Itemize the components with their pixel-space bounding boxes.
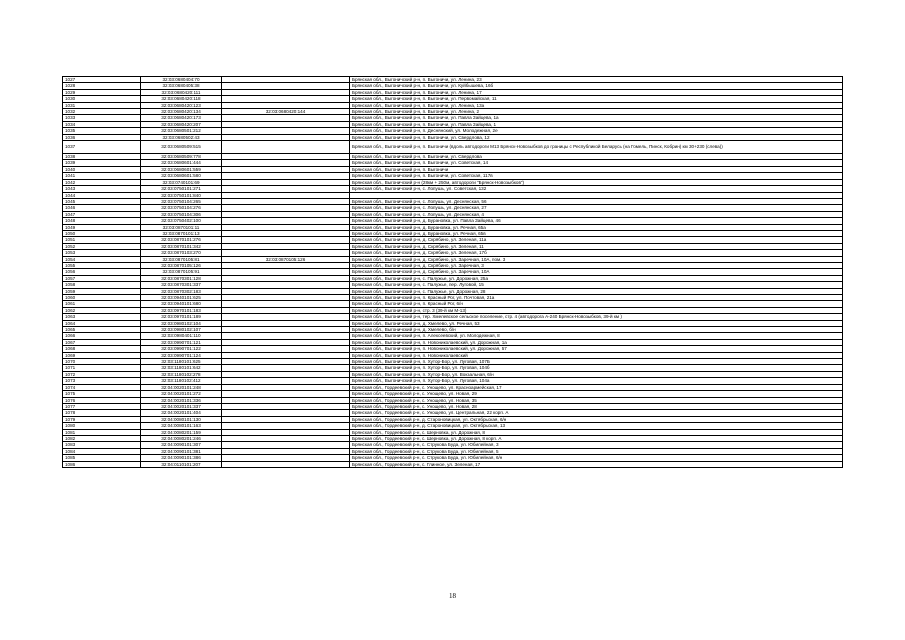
address-cell: Брянская обл., Выгоничский р-н, п. Выгоничи, ул. Ленина, 23	[350, 77, 843, 83]
address-cell: Брянская обл., Выгоничский р-н, п. Выгоничи, ул. Куйбышева, 16б	[350, 83, 843, 89]
cadastral-number-cell: 32:03:0680420:111	[141, 89, 222, 95]
cadastral-number-cell: 32:03:0980401:110	[141, 333, 222, 339]
row-number-cell: 1077	[63, 403, 141, 409]
page-number: 18	[449, 592, 456, 600]
row-number-cell: 1078	[63, 410, 141, 416]
cadastral-number-cell: 32:03:0680420:118	[141, 96, 222, 102]
cadastral-number-cell: 32:03:0870301:337	[141, 282, 222, 288]
row-number-cell: 1058	[63, 282, 141, 288]
address-cell: Брянская обл., Гордеевский р-н, с. Шерновка, ул. Дорожная, 8	[350, 429, 843, 435]
address-cell: Брянская обл., Выгоничский р-н (28км + 250м, автодороги "Брянск-Новозыбков")	[350, 179, 843, 185]
cadastral-number-cell: 32:03:0990701:124	[141, 352, 222, 358]
cadastral-number-cell: 32:03:0870101:11	[141, 224, 222, 230]
cadastral-number-cell: 32:03:0940101:680	[141, 301, 222, 307]
row-number-cell: 1065	[63, 327, 141, 333]
address-cell: Брянская обл., Выгоничский р-н, п. Деснянский, ул. Молодежная, 2е	[350, 128, 843, 134]
row-number-cell: 1036	[63, 134, 141, 140]
address-cell: Брянская обл., Выгоничский р-н, д. Бурановка, ул. Павла Зайцева, 46	[350, 218, 843, 224]
row-number-cell: 1061	[63, 301, 141, 307]
cadastral-number-cell: 32:03:0680509:515	[141, 141, 222, 154]
row-number-cell: 1079	[63, 416, 141, 422]
row-number-cell: 1046	[63, 205, 141, 211]
row-number-cell: 1073	[63, 378, 141, 384]
cadastral-number-cell: 32:03:0750104:276	[141, 205, 222, 211]
cadastral-number-cell: 32:04:0110101:207	[141, 461, 222, 467]
address-cell: Брянская обл., Выгоничский р-н, п. Хутор-Бор, ул. Луговая, 107Б	[350, 359, 843, 365]
row-number-cell: 1081	[63, 429, 141, 435]
cadastral-number-cell: 32:04:0090101:386	[141, 455, 222, 461]
address-cell: Брянская обл., Гордеевский р-н, с. Унощево, ул. Новая, 29	[350, 391, 843, 397]
row-number-cell: 1067	[63, 339, 141, 345]
address-cell: Брянская обл., Выгоничский р-н, п. Выгоничи, ул. Ленина, 13а	[350, 102, 843, 108]
address-cell: Брянская обл., Выгоничский р-н, д. Скрябино, ул. Заречная, 10А	[350, 269, 843, 275]
address-cell: Брянская обл., Выгоничский р-н, с. Лопушь, ул. Деснянская, 4	[350, 211, 843, 217]
cadastral-number-cell: 32:03:0990701:121	[141, 339, 222, 345]
cadastral-number-cell: 32:04:0090101:381	[141, 448, 222, 454]
row-number-cell: 1082	[63, 435, 141, 441]
row-number-cell: 1035	[63, 128, 141, 134]
table-row	[63, 461, 843, 467]
address-cell: Брянская обл., Выгоничский р-н, п. Выгоничи, ул. Свердлова	[350, 154, 843, 160]
row-number-cell: 1039	[63, 160, 141, 166]
row-number-cell: 1086	[63, 461, 141, 467]
row-number-cell: 1030	[63, 96, 141, 102]
cadastral-number-cell: 32:04:0080101:163	[141, 423, 222, 429]
row-number-cell: 1048	[63, 218, 141, 224]
row-number-cell: 1029	[63, 89, 141, 95]
address-cell: Брянская обл., Гордеевский р-н, с. Унощево, ул. Красноармейская, 17	[350, 384, 843, 390]
cadastral-number-cell: 32:03:0680509:778	[141, 154, 222, 160]
address-cell: Брянская обл., Выгоничский р-н, д. Хмелево, ул. Речная, 53	[350, 320, 843, 326]
address-cell: Брянская обл., Выгоничский р-н, п. Выгоничи (вдоль автодороги М13 Брянск-Новозыбков до границы с Республикой Беларусь (на Гомель, Пинск, Кобрин) км 30+230 (слева))	[350, 141, 843, 154]
cadastral-number-cell: 32:03:0740101:69	[141, 179, 222, 185]
cadastral-number-cell: 32:04:0080201:159	[141, 429, 222, 435]
row-number-cell: 1047	[63, 211, 141, 217]
row-number-cell: 1074	[63, 384, 141, 390]
row-number-cell: 1028	[63, 83, 141, 89]
row-number-cell: 1033	[63, 115, 141, 121]
address-cell: Брянская обл., Выгоничский р-н, п. Выгоничи, ул. Первомайская, 11	[350, 96, 843, 102]
cadastral-number-cell: 32:04:0080101:130	[141, 416, 222, 422]
cadastral-number-cell: 32:03:1180102:278	[141, 371, 222, 377]
cadastral-number-cell: 32:03:0680420:207	[141, 121, 222, 127]
cadastral-number-cell: 32:03:0750101:271	[141, 186, 222, 192]
address-cell: Брянская обл., Выгоничский р-н, п. Алексеевский, ул. Молодежная, 8	[350, 333, 843, 339]
cadastral-number-cell: 32:04:0020101:404	[141, 410, 222, 416]
address-cell: Брянская обл., Выгоничский р-н, с. Лопушь, ул. Деснянская, 27	[350, 205, 843, 211]
address-cell: Брянская обл., Выгоничский р-н, с. Палужье, ул. Дорожная, 25а	[350, 275, 843, 281]
row-number-cell: 1062	[63, 307, 141, 313]
table-row	[63, 141, 843, 154]
cadastral-number-cell: 32:03:0680501:212	[141, 128, 222, 134]
row-number-cell: 1080	[63, 423, 141, 429]
related-cadastral-number-cell	[222, 141, 350, 154]
cadastral-number-cell: 32:03:0870105:81	[141, 256, 222, 262]
row-number-cell: 1037	[63, 141, 141, 154]
row-number-cell: 1041	[63, 173, 141, 179]
row-number-cell: 1032	[63, 109, 141, 115]
address-cell: Брянская обл., Выгоничский р-н, п. Новониколаевский, ул. Дорожная, 1а	[350, 339, 843, 345]
row-number-cell: 1054	[63, 256, 141, 262]
address-cell: Брянская обл., Выгоничский р-н, п. Выгоничи, ул. Ленина, 17	[350, 89, 843, 95]
address-cell: Брянская обл., Выгоничский р-н, п. Выгоничи, ул. Павла Зайцева, 1а	[350, 115, 843, 121]
row-number-cell: 1066	[63, 333, 141, 339]
address-cell: Брянская обл., Выгоничский р-н, п. Выгоничи, ул. Свердлова, 12	[350, 134, 843, 140]
cadastral-number-cell: 32:03:0980102:107	[141, 327, 222, 333]
cadastral-number-cell: 32:03:0870301:128	[141, 275, 222, 281]
row-number-cell: 1071	[63, 365, 141, 371]
cadastral-number-cell: 32:03:0870101:342	[141, 243, 222, 249]
address-cell: Брянская обл., Выгоничский р-н, с. Палужье, ул. Дорожная, 28	[350, 288, 843, 294]
row-number-cell: 1059	[63, 288, 141, 294]
address-cell: Брянская обл., Выгоничский р-н, д. Хмелево, б/н	[350, 327, 843, 333]
row-number-cell: 1084	[63, 448, 141, 454]
row-number-cell: 1050	[63, 230, 141, 236]
cadastral-number-cell: 32:03:0750402:100	[141, 218, 222, 224]
cadastral-number-cell: 32:03:1180102:412	[141, 378, 222, 384]
cadastral-number-cell: 32:03:0680420:173	[141, 115, 222, 121]
row-number-cell: 1085	[63, 455, 141, 461]
address-cell: Брянская обл., Гордеевский р-н, д. Староновицкая, ул. Октябрьская, 13	[350, 423, 843, 429]
row-number-cell: 1043	[63, 186, 141, 192]
address-cell: Брянская обл., Выгоничский р-н, д. Скрябино, ул. Зеленая, 11	[350, 243, 843, 249]
address-cell: Брянская обл., Выгоничский р-н, с. Лопушь, ул. Советская, 132	[350, 186, 843, 192]
address-cell: Брянская обл., Гордеевский р-н, д. Староновицкая, ул. Октябрьская, 6/н	[350, 416, 843, 422]
cadastral-number-cell: 32:04:0020101:272	[141, 391, 222, 397]
cadastral-number-cell: 32:04:0080201:246	[141, 435, 222, 441]
row-number-cell: 1052	[63, 243, 141, 249]
address-cell: Брянская обл., Выгоничский р-н, с. Лопушь, ул. Деснянская, 56	[350, 198, 843, 204]
row-number-cell: 1076	[63, 397, 141, 403]
row-number-cell: 1042	[63, 179, 141, 185]
cadastral-number-cell: 32:03:0940101:625	[141, 295, 222, 301]
address-cell: Брянская обл., Выгоничский р-н, д. Бурановка, ул. Речная, 65в	[350, 230, 843, 236]
cadastral-number-cell: 32:03:0680601:559	[141, 166, 222, 172]
address-cell: Брянская обл., Выгоничский р-н, п. Красный Рог, 6/н	[350, 301, 843, 307]
cadastral-number-cell: 32:03:0750101:840	[141, 192, 222, 198]
address-cell: Брянская обл., Выгоничский р-н, д. Скрябино, ул. Зеленая, 11а	[350, 237, 843, 243]
cadastral-number-cell: 32:03:1180101:625	[141, 359, 222, 365]
address-cell: Брянская обл., Выгоничский р-н, п. Выгоничи, ул. Советская, 14	[350, 160, 843, 166]
address-cell: Брянская обл., Гордеевский р-н, с. Струкова Буда, ул. Юбилейная, 3	[350, 442, 843, 448]
row-number-cell: 1083	[63, 442, 141, 448]
cadastral-number-cell: 32:03:0750104:265	[141, 198, 222, 204]
row-number-cell: 1057	[63, 275, 141, 281]
address-cell: Брянская обл., Выгоничский р-н, п. Выгоничи	[350, 166, 843, 172]
row-number-cell: 1060	[63, 295, 141, 301]
address-cell: Брянская обл., Гордеевский р-н, с. Унощево, ул. Центральная, 22 корп. А	[350, 410, 843, 416]
cadastral-number-cell: 32:03:0870101:276	[141, 237, 222, 243]
address-cell: Брянская обл., Выгоничский р-н, тер. Хмелевское сельское поселение, стр. 4 (автодорога А-240 Брянск-Новозыбков, 39-й км )	[350, 314, 843, 320]
address-cell: Брянская обл., Выгоничский р-н, п. Хутор-Бор, ул. Луговая, 104а	[350, 378, 843, 384]
row-number-cell: 1075	[63, 391, 141, 397]
address-cell: Брянская обл., Гордеевский р-н, с. Струкова Буда, ул. Юбилейная, 6/н	[350, 455, 843, 461]
related-cadastral-number-cell: 32:03:0680420:144	[222, 109, 350, 115]
row-number-cell: 1027	[63, 77, 141, 83]
address-cell: Брянская обл., Выгоничский р-н, п. Хутор-Бор, ул. Вокзальная, 6/н	[350, 371, 843, 377]
cadastral-number-cell: 32:04:0020101:336	[141, 397, 222, 403]
address-cell: Брянская обл., Выгоничский р-н, п. Новониколаевский	[350, 352, 843, 358]
related-cadastral-number-cell: 32:03:0870105:126	[222, 256, 350, 262]
address-cell: Брянская обл., Выгоничский р-н, д. Скрябино, ул. Заречная, 3	[350, 262, 843, 268]
address-cell: Брянская обл., Выгоничский р-н, п. Хутор-Бор, ул. Луговая, 104б	[350, 365, 843, 371]
address-cell: Брянская обл., Гордеевский р-н, с. Унощево, ул. Новая, 28	[350, 403, 843, 409]
address-cell: Брянская обл., Выгоничский р-н, д. Скрябино, ул. Заречная, 10А, пом. 3	[350, 256, 843, 262]
address-cell: Брянская обл., Выгоничский р-н, стр. 3 (39-й км М-13)	[350, 307, 843, 313]
row-number-cell: 1068	[63, 346, 141, 352]
cadastral-number-cell: 32:03:0680405:38	[141, 83, 222, 89]
address-cell: Брянская обл., Гордеевский р-н, с. Унощево, ул. Новая, 35	[350, 397, 843, 403]
cadastral-number-cell: 32:03:0870103:270	[141, 250, 222, 256]
row-number-cell: 1034	[63, 121, 141, 127]
row-number-cell: 1045	[63, 198, 141, 204]
address-cell: Брянская обл., Выгоничский р-н, д. Скрябино, ул. Зеленая, 17б	[350, 250, 843, 256]
row-number-cell: 1031	[63, 102, 141, 108]
cadastral-number-cell: 32:03:0970101:183	[141, 307, 222, 313]
address-cell: Брянская обл., Гордеевский р-н, с. Шерновка, ул. Дорожная, 8 корп. А	[350, 435, 843, 441]
row-number-cell: 1040	[63, 166, 141, 172]
cadastral-number-cell: 32:03:0680404:70	[141, 77, 222, 83]
row-number-cell: 1072	[63, 371, 141, 377]
property-register-table	[62, 76, 843, 468]
row-number-cell: 1038	[63, 154, 141, 160]
row-number-cell: 1044	[63, 192, 141, 198]
cadastral-number-cell: 32:03:0680601:580	[141, 173, 222, 179]
cadastral-number-cell: 32:03:0990701:122	[141, 346, 222, 352]
cadastral-number-cell: 32:03:0870101:13	[141, 230, 222, 236]
cadastral-number-cell: 32:03:0980102:104	[141, 320, 222, 326]
address-cell: Брянская обл., Выгоничский р-н, п. Красный Рог, ул. Почтовая, 21а	[350, 295, 843, 301]
cadastral-number-cell: 32:04:0090101:307	[141, 442, 222, 448]
cadastral-number-cell: 32:03:0680601:444	[141, 160, 222, 166]
cadastral-number-cell: 32:03:0870105:126	[141, 262, 222, 268]
row-number-cell: 1049	[63, 224, 141, 230]
address-cell: Брянская обл., Выгоничский р-н, п. Новониколаевский, ул. Дорожная, 57	[350, 346, 843, 352]
row-number-cell: 1053	[63, 250, 141, 256]
table-body	[63, 77, 843, 468]
address-cell: Брянская обл., Выгоничский р-н, п. Выгоничи, ул. Советская, 117в	[350, 173, 843, 179]
address-cell: Брянская обл., Выгоничский р-н, п. Выгоничи, ул. Павла Зайцева, 1	[350, 121, 843, 127]
row-number-cell: 1070	[63, 359, 141, 365]
cadastral-number-cell: 32:03:0680502:43	[141, 134, 222, 140]
row-number-cell: 1064	[63, 320, 141, 326]
address-cell: Брянская обл., Выгоничский р-н, д. Бурановка, ул. Речная, 65а	[350, 224, 843, 230]
cadastral-number-cell: 32:04:0020101:248	[141, 384, 222, 390]
row-number-cell: 1056	[63, 269, 141, 275]
cadastral-number-cell: 32:04:0020101:337	[141, 403, 222, 409]
address-cell: Брянская обл., Гордеевский р-н, с. Струкова Буда, ул. Юбилейная, 5	[350, 448, 843, 454]
row-number-cell: 1063	[63, 314, 141, 320]
cadastral-number-cell: 32:03:0750104:306	[141, 211, 222, 217]
row-number-cell: 1051	[63, 237, 141, 243]
address-cell: Брянская обл., Выгоничский р-н, п. Выгоничи, ул. Ленина, 2	[350, 109, 843, 115]
cadastral-number-cell: 32:03:0870302:183	[141, 288, 222, 294]
cadastral-number-cell: 32:03:1180101:642	[141, 365, 222, 371]
address-cell: Брянская обл., Выгоничский р-н, с. Палужье, пер. Луговой, 15	[350, 282, 843, 288]
cadastral-number-cell: 32:03:0680420:123	[141, 102, 222, 108]
related-cadastral-number-cell	[222, 461, 350, 467]
row-number-cell: 1055	[63, 262, 141, 268]
address-cell: Брянская обл., Гордеевский р-н, с. Глинное, ул. Зеленая, 17	[350, 461, 843, 467]
cadastral-number-cell: 32:03:0680420:134	[141, 109, 222, 115]
row-number-cell: 1069	[63, 352, 141, 358]
cadastral-number-cell: 32:03:0970101:189	[141, 314, 222, 320]
cadastral-number-cell: 32:03:0870105:91	[141, 269, 222, 275]
